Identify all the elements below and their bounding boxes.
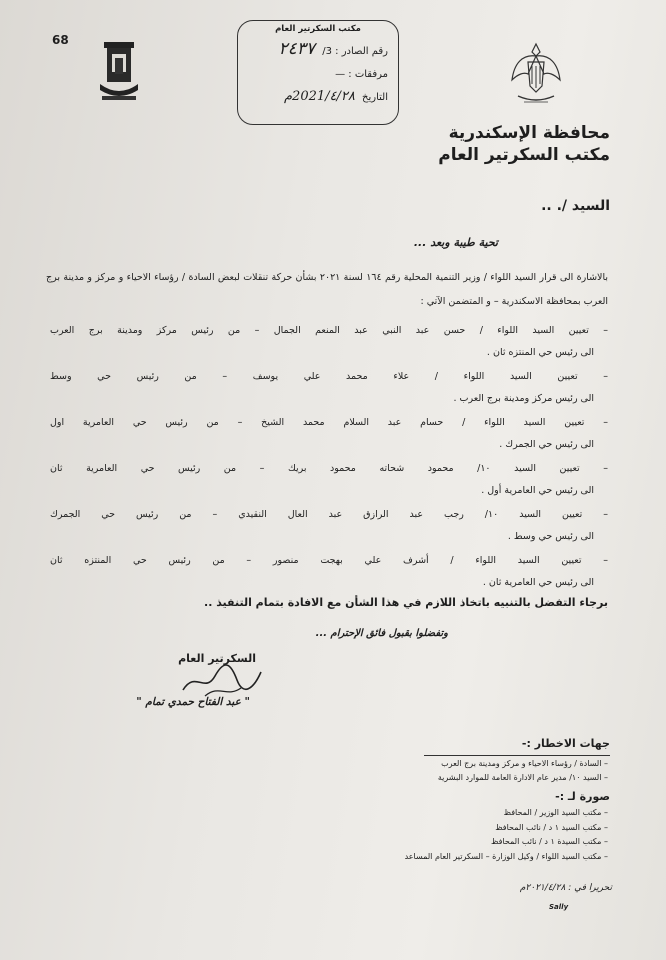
signatory-name: " عبد الفتاح حمدي تمام " xyxy=(136,696,250,708)
egypt-eagle-emblem-icon xyxy=(508,40,564,110)
list-item: – مكتب السيد اللواء / وكيل الوزارة – السكرتير العام المساعد xyxy=(404,851,608,861)
stamp-ref-label: رقم الصادر : 3/ xyxy=(322,46,388,57)
alexandria-emblem-icon xyxy=(98,40,140,104)
stamp-ref-value: ٢٤٣٧ xyxy=(278,39,316,59)
letterhead xyxy=(438,122,610,166)
list-item-line2: الى رئيس حي المنتزه ثان . xyxy=(486,347,594,358)
stamp-ref-row xyxy=(279,39,388,62)
list-item-line2: الى رئيس حي وسط . xyxy=(507,531,594,542)
stamp-header: مكتب السكرتير العام xyxy=(275,24,361,34)
list-item-line2: الى رئيس حي العامرية ثان . xyxy=(482,577,594,588)
list-item-line1: – تعيين السيد ١٠/ رجب عبد الرازق عبد العال النقيدي – من رئيس حي الجمرك xyxy=(50,509,608,520)
list-item xyxy=(50,509,608,555)
list-item-line1: – تعيين السيد ١٠/ محمود شحاته محمود بريك – من رئيس حي العامرية ثان xyxy=(50,463,608,474)
regards-sentence: وتفضلوا بقبول فائق الإحترام ... xyxy=(315,628,448,639)
copies-list xyxy=(405,806,608,864)
office-name: مكتب السكرتير العام xyxy=(438,145,610,165)
stamp-date-row xyxy=(284,87,388,108)
list-item xyxy=(50,555,608,601)
governorate-name: محافظة الإسكندرية xyxy=(448,123,610,143)
list-item-line2: الى رئيس مركز ومدينة برج العرب . xyxy=(453,393,594,404)
notify-divider xyxy=(424,755,610,756)
list-item-line1: – تعيين السيد اللواء / علاء محمد علي يوسف – من رئيس حي وسط xyxy=(50,371,608,382)
notify-list xyxy=(438,757,608,785)
stamp-date-value: 2021/٤/٢٨م xyxy=(283,89,355,104)
list-item xyxy=(50,371,608,417)
intro-paragraph: بالاشارة الى قرار السيد اللواء / وزير التنمية المحلية رقم ١٦٤ لسنة ٢٠٢١ بشأن حركة تنقلات لبعض السادة / رؤساء الاحياء و مركز و مدينة برج العرب بمحافظة الاسكندرية – و المتضمن الآتي : xyxy=(46,272,609,307)
list-item xyxy=(50,417,608,463)
list-item xyxy=(50,463,608,509)
copies-heading: صورة لـ :- xyxy=(555,790,610,803)
list-item-line1: – تعيين السيد اللواء / حسن عبد النبي عبد المنعم الجمال – من رئيس مركز ومدينة برج العرب xyxy=(50,325,608,336)
signatory-title: السكرتير العام xyxy=(178,652,256,665)
list-item-line2: الى رئيس حي الجمرك . xyxy=(499,439,594,450)
typist-initials: Sally xyxy=(549,903,569,911)
addressee: السيد /. .. xyxy=(541,198,610,214)
list-item: – مكتب السيد ١ د / نائب المحافظ xyxy=(495,822,608,832)
list-item: – مكتب السيد الوزير / المحافظ xyxy=(503,808,608,817)
list-item-line2: الى رئيس حي العامرية أول . xyxy=(481,485,594,496)
appointments-list xyxy=(50,325,608,601)
stamp-date-label: التاريخ xyxy=(362,92,388,103)
list-item: – السادة / رؤساء الاحياء و مركز ومدينة برج العرب xyxy=(441,759,608,768)
stamp-attachments: مرفقات : — xyxy=(335,69,388,80)
page-number: 68 xyxy=(52,33,69,47)
request-sentence: برجاء التفضل بالتنبيه باتخاذ اللازم في هذا الشأن مع الافادة بتمام التنفيذ .. xyxy=(204,596,608,609)
list-item xyxy=(50,325,608,371)
greeting: تحية طيبة وبعد ... xyxy=(413,236,498,249)
list-item-line1: – تعيين السيد اللواء / أشرف علي بهجت منصور – من رئيس حي المنتزه ثان xyxy=(50,555,608,566)
written-date: تحريرا في : ٢٠٢١/٤/٢٨م xyxy=(519,883,612,893)
handwritten-signature-icon xyxy=(175,660,265,700)
list-item: – مكتب السيدة ١ د / نائب المحافظ xyxy=(491,837,608,846)
list-item: – السيد ١٠/ مدير عام الادارة العامة للموارد البشرية xyxy=(437,773,608,782)
list-item-line1: – تعيين السيد اللواء / حسام عبد السلام محمد الشيخ – من رئيس حي العامرية اول xyxy=(50,417,608,428)
notify-heading: جهات الاخطار :- xyxy=(521,737,610,750)
outgoing-registry-stamp xyxy=(237,20,399,125)
